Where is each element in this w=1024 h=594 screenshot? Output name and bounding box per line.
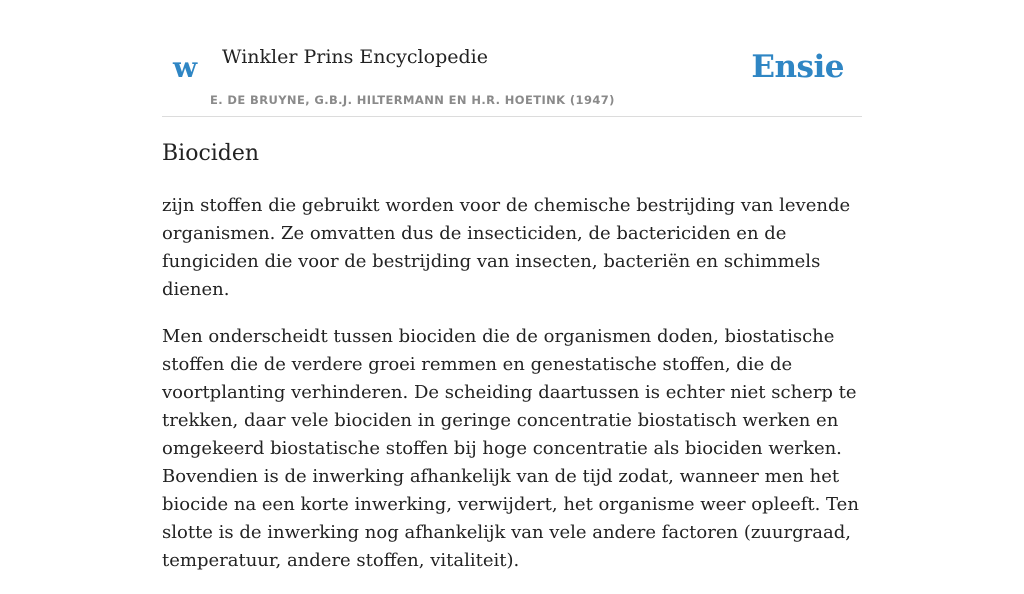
article-body	[162, 192, 862, 594]
ensie-brand-logo[interactable]: Ensie	[751, 49, 844, 85]
article-paragraph: zijn stoffen die gebruikt worden voor de chemische bestrijding van levende organismen. Ze omvatten dus de insecticiden, de bactericiden en de fungiciden die voor de bestrijding van insecten, bacteriën en schimmels dienen.	[162, 195, 851, 300]
publication-logo[interactable]: w	[173, 51, 198, 84]
article-paragraph: Men onderscheidt tussen biociden die de organismen doden, biostatische stoffen die de verdere groei remmen en genestatische stoffen, die de voortplanting verhinderen. De scheiding daartussen is echter niet scherp te trekken, daar vele biociden in geringe concentratie biostatisch werken en omgekeerd biostatische stoffen bij hoge concentratie als biociden werken. Bovendien is de inwerking afhankelijk van de tijd zodat, wanneer men het biocide na een korte inwerking, verwijdert, het organisme weer opleeft. Ten slotte is de inwerking nog afhankelijk van vele andere factoren (zuurgraad, temperatuur, andere stoffen, vitaliteit).	[162, 326, 859, 571]
publication-authors: E. DE BRUYNE, G.B.J. HILTERMANN EN H.R. HOETINK (1947)	[210, 93, 615, 107]
article-title: Biociden	[162, 141, 260, 166]
publication-header	[162, 36, 862, 117]
publication-title[interactable]: Winkler Prins Encyclopedie	[222, 46, 488, 68]
